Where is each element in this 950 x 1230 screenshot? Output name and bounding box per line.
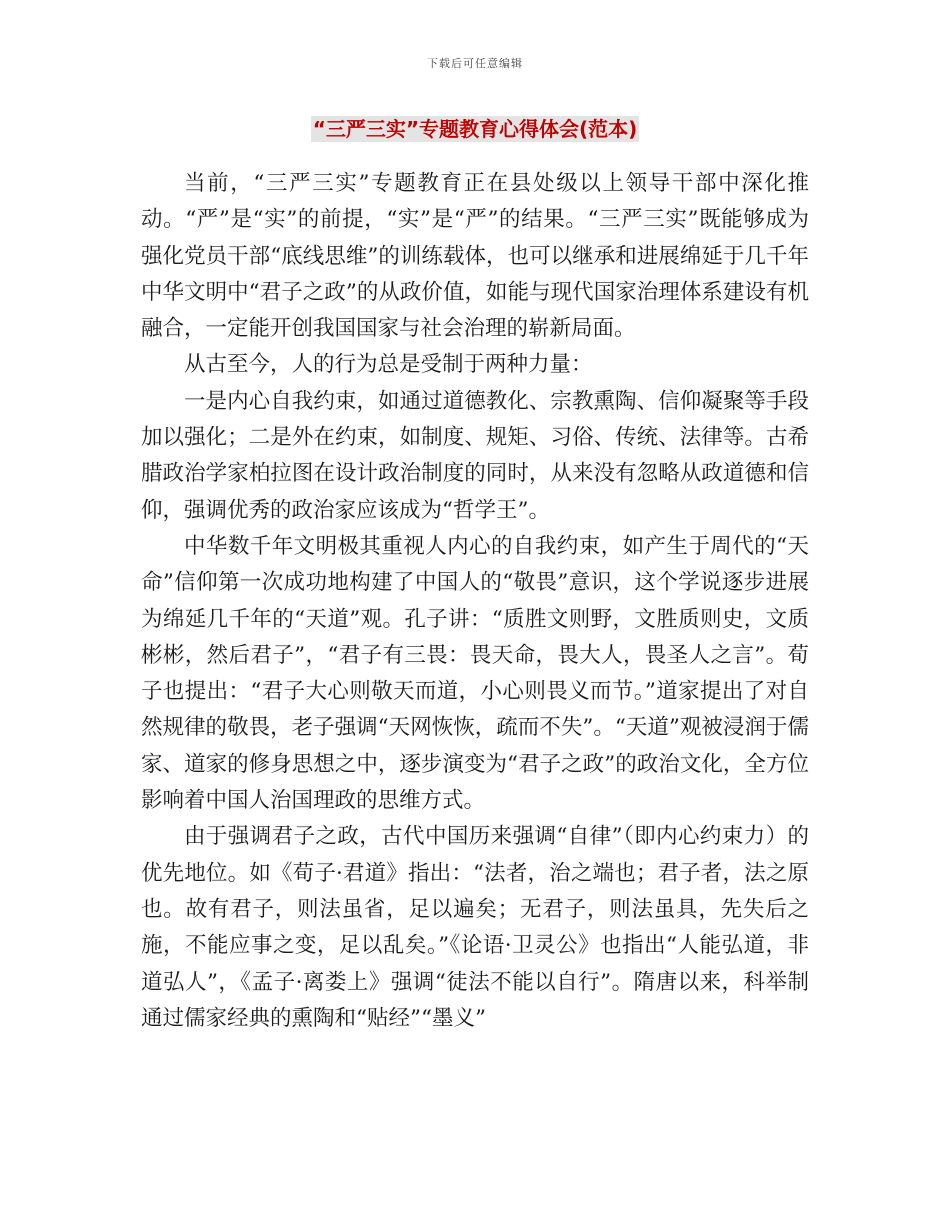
body-paragraph: 一是内心自我约束，如通过道德教化、宗教熏陶、信仰凝聚等手段加以强化；二是外在约束，如制度、规矩、习俗、传统、法律等。古希腊政治学家柏拉图在设计政治制度的同时，从来没有忽略从政道德和信仰，强调优秀的政治家应该成为“哲学王”。	[141, 388, 809, 523]
document-title-text: “三严三实”专题教育心得体会(范本)	[312, 117, 638, 141]
document-title	[0, 116, 950, 142]
body-paragraph: 由于强调君子之政，古代中国历来强调“自律”（即内心约束力）的优先地位。如《荀子·君道》指出：“法者，治之端也；君子者，法之原也。故有君子，则法虽省，足以遍矣；无君子，则法虽具，先失后之施，不能应事之变，足以乱矣。”《论语·卫灵公》也指出“人能弘道，非道弘人”，《孟子·离娄上》强调“徒法不能以自行”。隋唐以来，科举制通过儒家经典的熏陶和“贴经”“墨义”	[141, 824, 809, 1031]
page-header-note: 下载后可任意编辑	[427, 57, 523, 70]
document-body	[141, 166, 809, 1037]
body-paragraph: 中华数千年文明极其重视人内心的自我约束，如产生于周代的“天命”信仰第一次成功地构建了中国人的“敬畏”意识，这个学说逐步进展为绵延几千年的“天道”观。孔子讲：“质胜文则野，文胜质则史，文质彬彬，然后君子”，“君子有三畏：畏天命，畏大人，畏圣人之言”。荀子也提出：“君子大心则敬天而道，小心则畏义而节。”道家提出了对自然规律的敬畏，老子强调“天网恢恢，疏而不失”。“天道”观被浸润于儒家、道家的修身思想之中，逐步演变为“君子之政”的政治文化，全方位影响着中国人治国理政的思维方式。	[141, 533, 809, 814]
body-paragraph: 从古至今，人的行为总是受制于两种力量：	[184, 352, 593, 378]
body-paragraph: 当前，“三严三实”专题教育正在县处级以上领导干部中深化推动。“严”是“实”的前提，“实”是“严”的结果。“三严三实”既能够成为强化党员干部“底线思维”的训练载体，也可以继承和进展绵延于几千年中华文明中“君子之政”的从政价值，如能与现代国家治理体系建设有机融合，一定能开创我国国家与社会治理的崭新局面。	[141, 171, 809, 342]
